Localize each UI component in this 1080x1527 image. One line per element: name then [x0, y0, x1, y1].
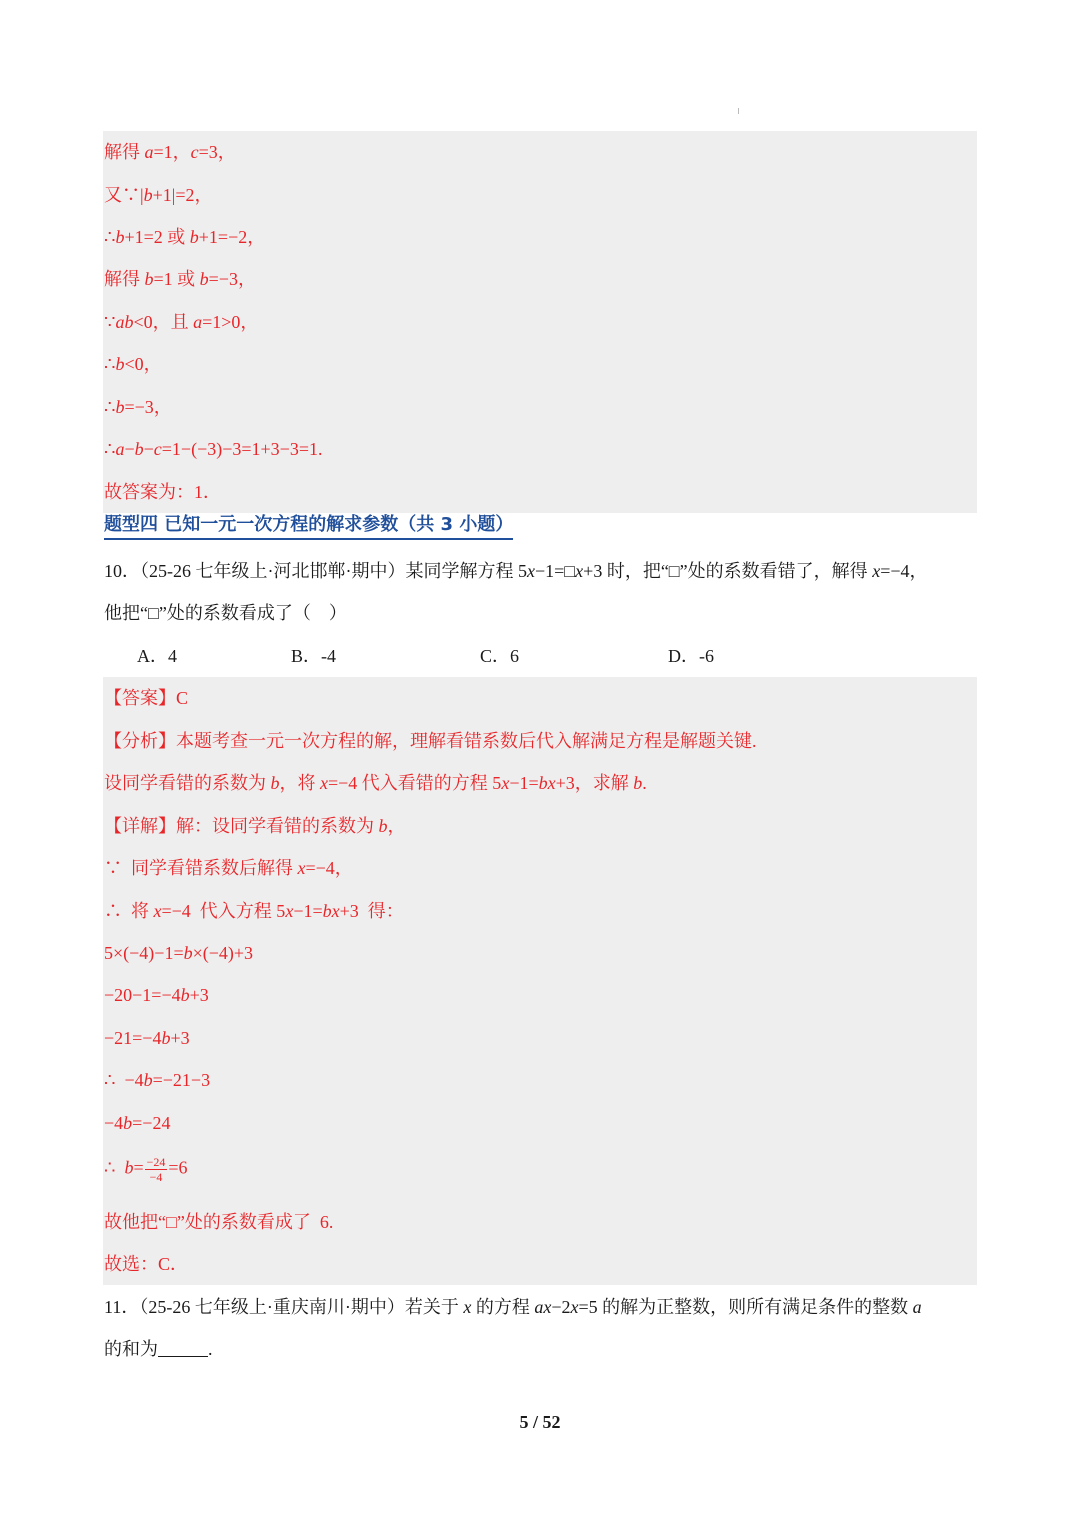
choice-d: D．-6	[668, 646, 714, 666]
solution-line: 解得 a=1，c=3，	[104, 142, 236, 162]
answer-line: 【答案】C	[104, 688, 189, 708]
solution-line: ∵ 同学看错系数后解得 x=−4，	[104, 858, 353, 878]
solution-line: 【详解】解：设同学看错的系数为 b，	[104, 816, 406, 836]
solution-line: ∴b<0，	[104, 354, 162, 374]
solution-line: 故他把“□”处的系数看成了 6.	[104, 1212, 334, 1232]
solution-line: ∴b=−3，	[104, 397, 172, 417]
choice-a: A．4	[137, 646, 177, 666]
solution-block-2	[103, 677, 977, 1285]
solution-line: −21=−4b+3	[104, 1028, 190, 1048]
header-tick-mark	[738, 108, 739, 114]
solution-line: 故答案为：1．	[104, 482, 221, 502]
solution-line: −4b=−24	[104, 1113, 171, 1133]
question-10-text: 10．（25-26 七年级上·河北邯郸·期中）某同学解方程 5x−1=□x+3 时，把“□”处的系数看错了，解得 x=−4，	[104, 561, 928, 581]
page-number: 5 / 52	[519, 1412, 561, 1432]
analysis-line: 【分析】本题考查一元一次方程的解，理解看错系数后代入解满足方程是解题关键.	[104, 731, 757, 751]
choice-b: B．-4	[291, 646, 336, 666]
solution-line: 故选：C．	[104, 1254, 189, 1274]
solution-line: ∴ 将 x=−4 代入方程 5x−1=bx+3 得：	[104, 901, 404, 921]
question-10-text: 他把“□”处的系数看成了（ ）	[104, 603, 347, 623]
solution-line: ∴ −4b=−21−3	[104, 1070, 211, 1090]
solution-line: ∵ab<0，且 a=1>0，	[104, 312, 259, 332]
solution-line: ∴a−b−c=1−(−3)−3=1+3−3=1.	[104, 439, 323, 459]
solution-line: 设同学看错的系数为 b，将 x=−4 代入看错的方程 5x−1=bx+3，求解 b.	[104, 773, 647, 793]
fraction: $\frac{-24}{-4}$	[146, 1155, 166, 1184]
solution-line: ∴b+1=2 或 b+1=−2，	[104, 227, 266, 247]
solution-line: ∴ b= $\frac{-24}{-4}$ =6	[104, 1155, 188, 1184]
solution-line: 解得 b=1 或 b=−3，	[104, 269, 256, 289]
section-heading: 题型四 已知一元一次方程的解求参数（共 3 小题）	[104, 513, 513, 540]
solution-line: −20−1=−4b+3	[104, 985, 209, 1005]
question-11-text: 的和为 .	[104, 1339, 213, 1359]
choice-c: C．6	[480, 646, 520, 666]
answer-blank	[158, 1338, 208, 1357]
solution-line: 又∵|b+1|=2，	[104, 185, 213, 205]
question-11-text: 11．（25-26 七年级上·重庆南川·期中）若关于 x 的方程 ax−2x=5 的解为正整数，则所有满足条件的整数 a	[104, 1297, 922, 1317]
solution-line: 5×(−4)−1=b×(−4)+3	[104, 943, 254, 963]
